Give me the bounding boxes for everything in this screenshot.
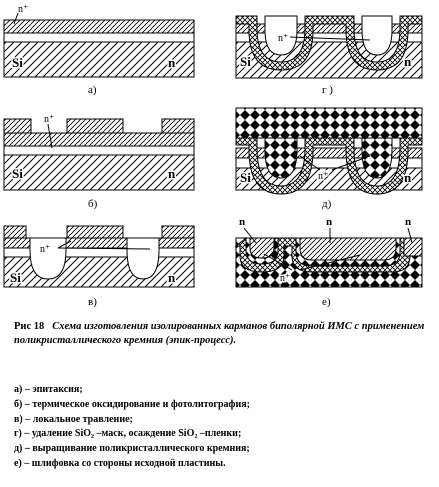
- oxide-band: [236, 33, 422, 42]
- label-n-plus: n⁺: [44, 114, 55, 125]
- list-item: в) – локальное травление;: [14, 413, 133, 425]
- panel-caption: г ): [322, 84, 333, 96]
- panel-caption: б): [88, 198, 98, 210]
- pocket: [300, 238, 396, 260]
- panel-e: [236, 216, 422, 308]
- label-n-plus: n⁺: [318, 171, 329, 182]
- list-item: г) – удаление SiO₂ –маск, осаждение SiO₂ –пленки;: [14, 428, 242, 440]
- panel-v: [4, 226, 194, 308]
- label-n-plus: n⁺: [280, 273, 291, 284]
- label-n: n: [168, 270, 176, 285]
- panel-g: [236, 16, 422, 96]
- panel-a: [4, 4, 194, 96]
- polysilicon-top: [236, 108, 422, 138]
- label-n: n: [326, 216, 333, 228]
- label-si: Si: [240, 54, 251, 69]
- label-n-plus: n⁺: [40, 244, 51, 255]
- oxide-band: [4, 33, 194, 42]
- mask-block: [162, 226, 194, 238]
- mask-block: [67, 226, 123, 238]
- panel-caption: е): [322, 296, 331, 308]
- mask-block: [67, 119, 123, 133]
- groove-cavity: [362, 16, 392, 55]
- mask-block: [162, 119, 194, 133]
- panel-caption: в): [88, 296, 97, 308]
- list-item: е) – шлифовка со стороны исходной пластины.: [14, 457, 226, 469]
- epi-layer: [4, 133, 194, 146]
- figure-text: Схема изготовления изолированных карманов биполярной ИМС с применением поликристаллического кремния (эпик-процесс).: [14, 321, 425, 346]
- label-n: n: [239, 216, 246, 228]
- etched-groove: [127, 238, 159, 279]
- label-n: n: [405, 216, 412, 228]
- epi-layer: [4, 20, 194, 33]
- pocket: [404, 238, 422, 256]
- pocket: [250, 238, 274, 258]
- mask-block: [4, 226, 26, 238]
- figure-caption: [14, 320, 426, 348]
- epi-layer: [236, 24, 422, 33]
- label-si: Si: [10, 270, 21, 285]
- substrate: [4, 155, 194, 190]
- label-si: Si: [12, 166, 23, 181]
- panel-d: [236, 108, 422, 210]
- label-n-plus: n⁺: [18, 4, 29, 15]
- panel-caption: а): [88, 84, 97, 96]
- label-n: n: [168, 166, 176, 181]
- list-item: а) – эпитаксия;: [14, 384, 83, 395]
- substrate: [4, 42, 194, 77]
- oxide-band: [236, 158, 422, 168]
- figure-label: Рис 18: [14, 321, 45, 332]
- oxide-band: [4, 146, 194, 155]
- label-si: Si: [240, 170, 251, 185]
- label-n: n: [404, 54, 412, 69]
- label-n: n: [168, 55, 176, 70]
- list-item: д) – выращивание поликристаллического кремния;: [14, 443, 250, 455]
- mask-block: [4, 119, 31, 133]
- poly-fill: [362, 138, 392, 178]
- list-item: б) – термическое оксидирование и фотолитография;: [14, 398, 250, 410]
- label-si: Si: [12, 55, 23, 70]
- panel-b: [4, 114, 194, 210]
- poly-fill: [265, 138, 297, 178]
- steps-list: [14, 383, 434, 472]
- label-n-plus: n⁺: [278, 33, 289, 44]
- panel-caption: д): [322, 198, 332, 210]
- label-n: n: [404, 170, 412, 185]
- epi-layer: [236, 148, 422, 158]
